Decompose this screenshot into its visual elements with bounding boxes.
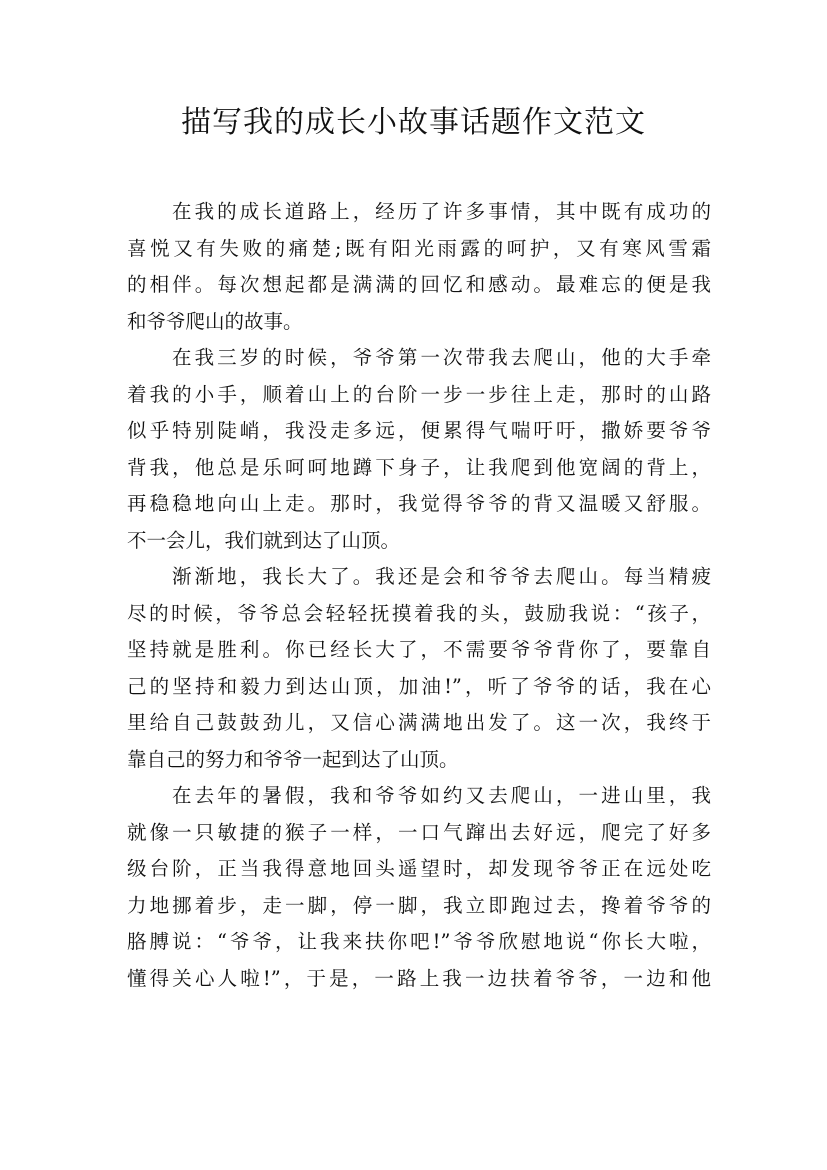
paragraph-line: 懂得关心人啦!”，于是，一路上我一边扶着爷爷，一边和他 — [127, 966, 711, 990]
paragraph-line: 靠自己的努力和爷爷一起到达了山顶。 — [127, 747, 459, 771]
paragraph-line: 和爷爷爬山的故事。 — [127, 309, 303, 333]
paragraph-line: 尽的时候，爷爷总会轻轻抚摸着我的头，鼓励我说：“孩子， — [127, 601, 711, 625]
paragraph — [127, 340, 711, 559]
paragraph-line: 在我的成长道路上，经历了许多事情，其中既有成功的 — [172, 200, 711, 223]
paragraph-line: 渐渐地，我长大了。我还是会和爷爷去爬山。每当精疲 — [172, 565, 711, 588]
paragraph-line: 力地挪着步，走一脚，停一脚，我立即跑过去，搀着爷爷的 — [127, 893, 711, 917]
paragraph — [127, 778, 711, 997]
paragraph-line: 级台阶，正当我得意地回头遥望时，却发现爷爷正在远处吃 — [127, 857, 711, 880]
paragraph-line: 在去年的暑假，我和爷爷如约又去爬山，一进山里，我 — [172, 784, 711, 807]
paragraph-line: 不一会儿，我们就到达了山顶。 — [127, 528, 401, 552]
paragraph-line: 喜悦又有失败的痛楚;既有阳光雨露的呵护，又有寒风雪霜 — [127, 236, 711, 260]
paragraph-line: 里给自己鼓鼓劲儿，又信心满满地出发了。这一次，我终于 — [127, 711, 711, 734]
paragraph-line: 就像一只敏捷的猴子一样，一口气蹿出去好远，爬完了好多 — [127, 820, 711, 844]
paragraph-line: 胳膊说：“爷爷，让我来扶你吧!”爷爷欣慰地说“你长大啦， — [127, 930, 711, 953]
paragraph-line: 己的坚持和毅力到达山顶，加油!”，听了爷爷的话，我在心 — [127, 674, 711, 698]
paragraph-line: 在我三岁的时候，爷爷第一次带我去爬山，他的大手牵 — [172, 346, 711, 369]
document-body — [127, 194, 711, 997]
paragraph — [127, 194, 711, 340]
paragraph-line: 再稳稳地向山上走。那时，我觉得爷爷的背又温暖又舒服。 — [127, 492, 711, 515]
paragraph-line: 着我的小手，顺着山上的台阶一步一步往上走，那时的山路 — [127, 382, 711, 406]
document-title: 描写我的成长小故事话题作文范文 — [181, 105, 646, 140]
paragraph-line: 似乎特别陡峭，我没走多远，便累得气喘吁吁，撒娇要爷爷 — [127, 419, 711, 442]
paragraph-line: 的相伴。每次想起都是满满的回忆和感动。最难忘的便是我 — [127, 273, 711, 296]
paragraph-line: 坚持就是胜利。你已经长大了，不需要爷爷背你了，要靠自 — [127, 638, 711, 661]
paragraph — [127, 559, 711, 778]
paragraph-line: 背我，他总是乐呵呵地蹲下身子，让我爬到他宽阔的背上， — [127, 455, 711, 479]
